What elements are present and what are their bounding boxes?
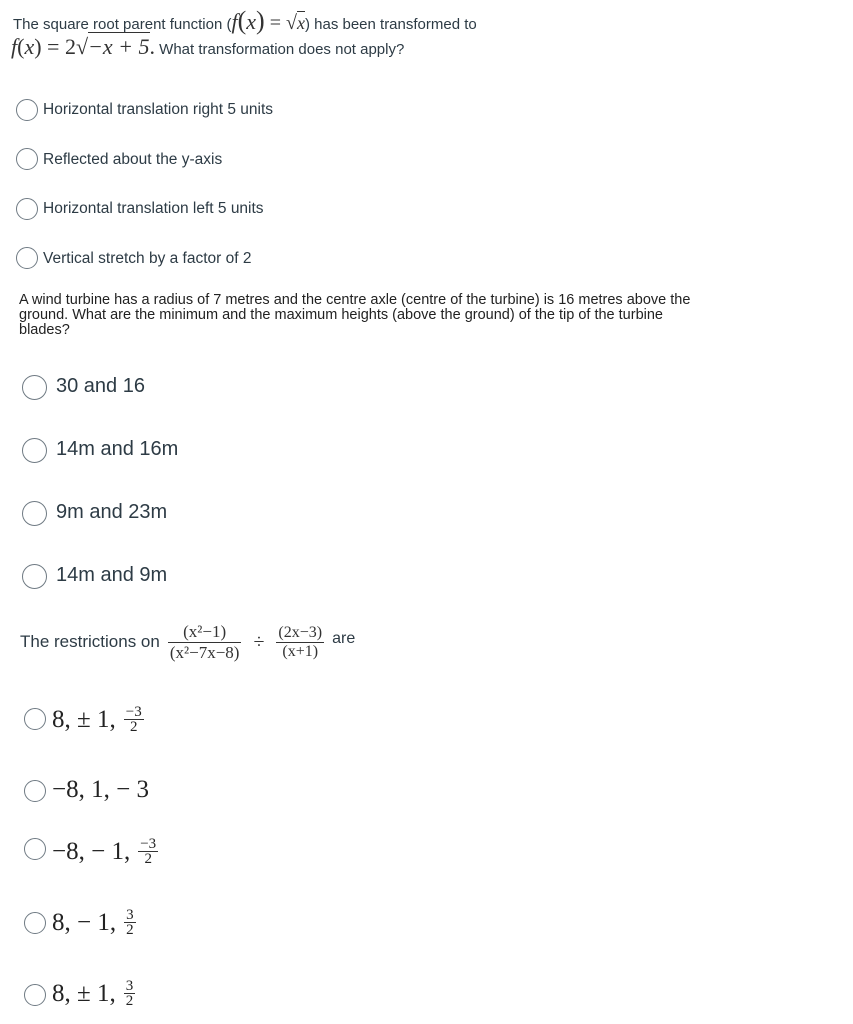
q1-option-4-radio[interactable]: [16, 247, 38, 269]
q2-prompt-line2: ground. What are the minimum and the maximum heights (above the ground) of the tip of the turbine: [19, 307, 663, 323]
q2-option-1-radio[interactable]: [22, 375, 47, 400]
q3-option-1-frac: [124, 705, 144, 734]
q1-intro: The square root parent function (: [13, 16, 232, 33]
q3-option-2-main: −8, 1, − 3: [52, 776, 149, 803]
q3-option-3-frac: [138, 837, 158, 866]
q3-prefix: The restrictions on: [20, 632, 160, 651]
q3-option-2-radio[interactable]: [24, 780, 46, 802]
q3-option-1-main: 8, ± 1,: [52, 705, 116, 733]
q3-fraction-1-num: (x²−1): [183, 621, 227, 641]
q2-prompt-line3: blades?: [19, 322, 70, 338]
q3-option-1-num: −3: [125, 704, 142, 720]
q3-option-1-radio[interactable]: [24, 708, 46, 730]
q3-suffix: are: [332, 630, 356, 647]
q2-option-4-label[interactable]: 14m and 9m: [56, 564, 168, 586]
q1-sqrt-arg: −x + 5: [88, 34, 150, 59]
q3-option-2-label[interactable]: [52, 776, 149, 804]
q1-dot: .: [149, 34, 156, 59]
q2-option-3-label[interactable]: 9m and 23m: [56, 501, 168, 523]
q3-fraction-2-num: (2x−3): [278, 623, 323, 641]
q2-option-2-label[interactable]: 14m and 16m: [56, 438, 179, 460]
q3-option-5-label[interactable]: [52, 979, 135, 1008]
q2-option-3-radio[interactable]: [22, 501, 47, 526]
q1-option-4-label[interactable]: Vertical stretch by a factor of 2: [43, 250, 252, 267]
q3-option-3-label[interactable]: [52, 837, 158, 866]
q3-option-5-num: 3: [125, 978, 134, 994]
q1-option-1-label[interactable]: Horizontal translation right 5 units: [43, 101, 274, 118]
q1-f: f: [11, 34, 18, 59]
q3-option-5-den: 2: [125, 993, 134, 1009]
q3-option-4-main: 8, − 1,: [52, 908, 117, 936]
q1-option-1-radio[interactable]: [16, 99, 38, 121]
q1-parent-paren: (: [237, 6, 247, 35]
q2-prompt-line1: A wind turbine has a radius of 7 metres and the centre axle (centre of the turbine) is 16 metres above the: [19, 292, 691, 308]
q2-option-4-radio[interactable]: [22, 564, 47, 589]
q3-option-4-radio[interactable]: [24, 912, 46, 934]
q1-option-3-radio[interactable]: [16, 198, 38, 220]
q3-fraction-2-den: (x+1): [276, 642, 324, 661]
q3-prompt: [20, 612, 355, 672]
q1-option-3-label[interactable]: Horizontal translation left 5 units: [43, 200, 264, 217]
q1-parent-paren-close: ): [256, 6, 265, 35]
q1-sqrt: √: [75, 34, 89, 59]
q2-option-2-radio[interactable]: [22, 438, 47, 463]
q3-fraction-1-den: (x²−7x−8): [169, 642, 240, 662]
q3-option-3-num: −3: [140, 836, 157, 852]
q3-option-4-den: 2: [126, 922, 134, 938]
q3-fraction-2: [276, 624, 324, 661]
q1-parent-sqrt-arg: x: [296, 13, 305, 33]
q1-parent-f: f: [231, 9, 238, 34]
q3-option-3-main: −8, − 1,: [52, 837, 131, 865]
q3-option-1-den: 2: [124, 719, 144, 734]
q1-x: x: [24, 34, 35, 59]
q3-option-4-num: 3: [126, 907, 134, 923]
q3-option-4-frac: [124, 908, 136, 937]
q3-option-1-label[interactable]: [52, 705, 144, 734]
q1-option-2-label[interactable]: Reflected about the y-axis: [43, 151, 223, 168]
q3-option-3-radio[interactable]: [24, 838, 46, 860]
q3-option-5-frac: [124, 979, 136, 1008]
q1-after-parent: ) has been transformed to: [304, 16, 477, 33]
q1-parent-sqrt: √: [285, 12, 297, 34]
q1-eq: = 2: [41, 34, 76, 59]
q3-fraction-1: [168, 622, 242, 663]
q3-option-4-label[interactable]: [52, 908, 136, 937]
q1-prompt-line1: [13, 6, 477, 36]
q3-option-5-main: 8, ± 1,: [52, 979, 116, 1007]
q1-prompt-line2: f(x) = 2√−x + 5. What transformation does not apply?: [11, 34, 405, 59]
q2-prompt: [19, 293, 690, 338]
q3-option-5-radio[interactable]: [24, 984, 46, 1006]
q1-question: What transformation does not apply?: [155, 41, 405, 58]
q3-option-3-den: 2: [138, 851, 158, 866]
q1-option-2-radio[interactable]: [16, 148, 38, 170]
q1-parent-x: x: [246, 9, 257, 34]
q2-option-1-label[interactable]: 30 and 16: [56, 375, 145, 397]
q3-divide-sign: ÷: [253, 630, 265, 653]
q1-parent-eq: =: [264, 12, 286, 34]
